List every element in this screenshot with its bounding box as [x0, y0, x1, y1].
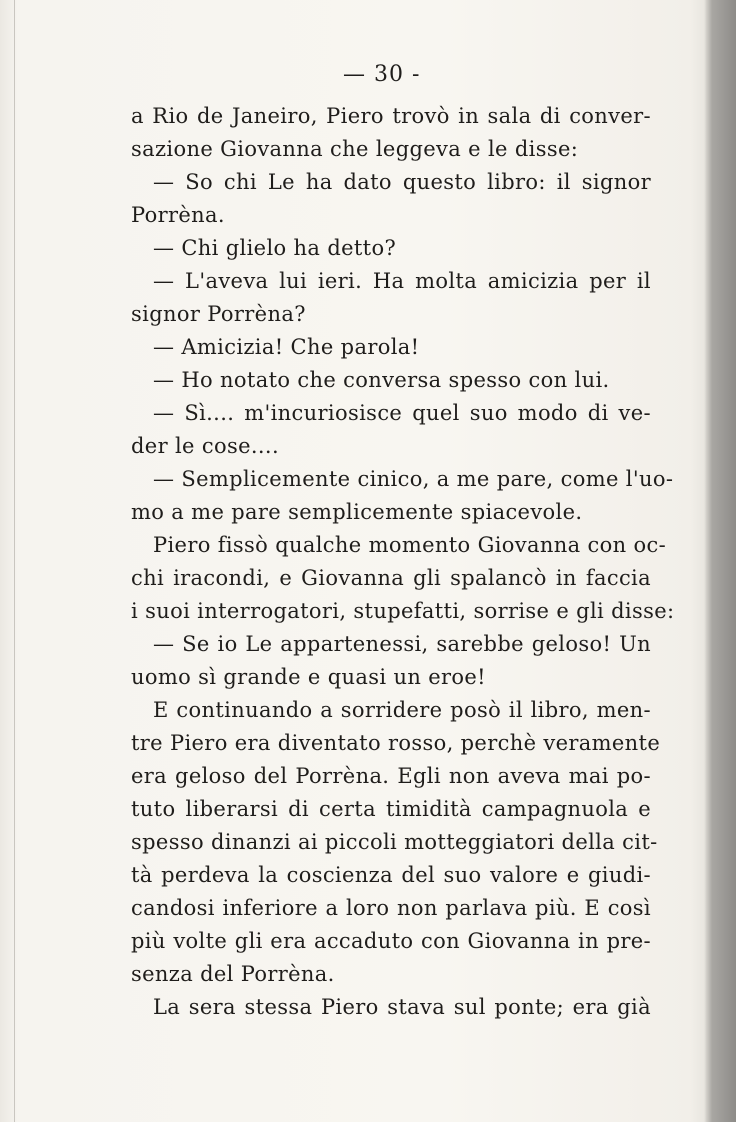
text-line: signor Porrèna? — [131, 302, 306, 326]
page-binding-shadow — [706, 0, 736, 1122]
text-line: — Amicizia! Che parola! — [153, 335, 420, 359]
text-line: candosi inferiore a loro non parlava più. E così — [131, 896, 651, 920]
text-line: — Sì.... m'incuriosisce quel suo modo di ve- — [153, 401, 651, 425]
text-line: spesso dinanzi ai piccoli motteggiatori della cit- — [131, 830, 658, 854]
text-line: più volte gli era accaduto con Giovanna in pre- — [131, 929, 651, 953]
text-line: La sera stessa Piero stava sul ponte; era già — [153, 995, 651, 1019]
text-line: — So chi Le ha dato questo libro: il signor — [153, 170, 651, 194]
text-line: — Semplicemente cinico, a me pare, come l'uo- — [153, 467, 674, 491]
text-line: a Rio de Janeiro, Piero trovò in sala di conver- — [131, 104, 651, 128]
text-line: — Chi glielo ha detto? — [153, 236, 397, 260]
text-line: der le cose.... — [131, 434, 279, 458]
text-line: — L'aveva lui ieri. Ha molta amicizia per il — [153, 269, 651, 293]
page-left-edge — [14, 0, 15, 1122]
text-line: i suoi interrogatori, stupefatti, sorrise e gli disse: — [131, 599, 675, 623]
text-line: sazione Giovanna che leggeva e le disse: — [131, 137, 579, 161]
text-line: Piero fissò qualche momento Giovanna con oc- — [153, 533, 667, 557]
page-number: — 30 - — [343, 62, 421, 87]
text-line: — Ho notato che conversa spesso con lui. — [153, 368, 610, 392]
text-line: tre Piero era diventato rosso, perchè veramente — [131, 731, 661, 755]
text-line: E continuando a sorridere posò il libro, men- — [153, 698, 651, 722]
text-line: senza del Porrèna. — [131, 962, 335, 986]
text-line: tuto liberarsi di certa timidità campagnuola e — [131, 797, 651, 821]
text-line: era geloso del Porrèna. Egli non aveva mai po- — [131, 764, 651, 788]
text-line: tà perdeva la coscienza del suo valore e giudi- — [131, 863, 651, 887]
text-line: chi iracondi, e Giovanna gli spalancò in faccia — [131, 566, 651, 590]
text-line: — Se io Le appartenessi, sarebbe geloso! Un — [153, 632, 651, 656]
page-body-text — [131, 100, 675, 1024]
text-line: mo a me pare semplicemente spiacevole. — [131, 500, 583, 524]
text-line: Porrèna. — [131, 203, 225, 227]
text-line: uomo sì grande e quasi un eroe! — [131, 665, 486, 689]
